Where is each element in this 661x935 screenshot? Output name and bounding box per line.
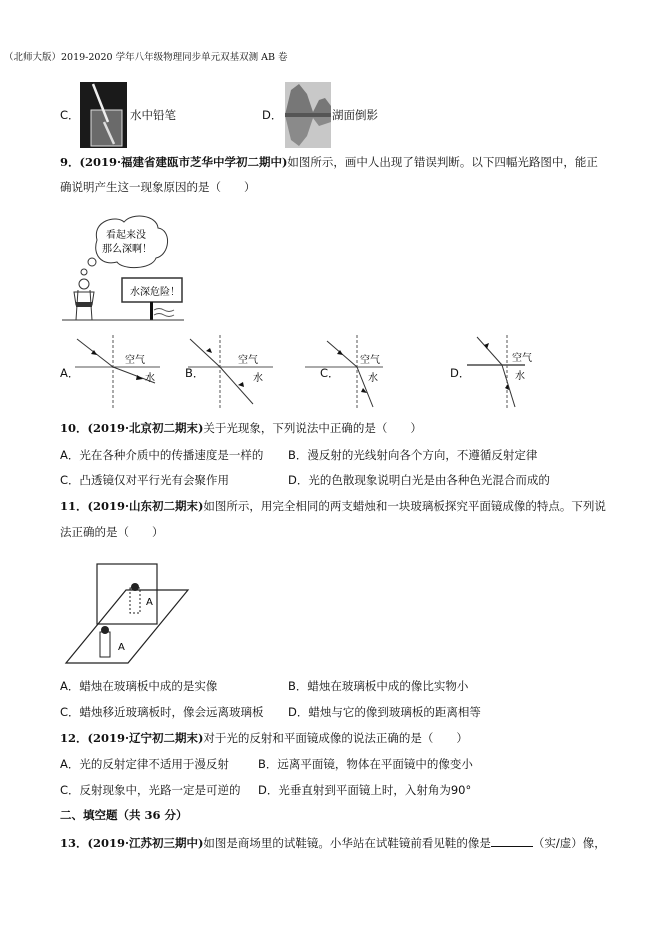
light-diagram-a [75, 335, 155, 410]
light-diagram-c [305, 335, 385, 410]
q11-text-cont: 法正确的是（ ） [60, 525, 164, 539]
bubble-text-1: 看起来没 [106, 230, 146, 241]
air-label: 空气 [125, 355, 145, 366]
option-c-caption: 水中铅笔 [130, 108, 176, 122]
q12-option-a: A．光的反射定律不适用于漫反射 [60, 757, 229, 771]
air-label: 空气 [512, 353, 532, 364]
q9-text-cont: 确说明产生这一现象原因的是（ ） [60, 180, 256, 194]
q10-source: 10．(2019·北京初二期末) [60, 421, 204, 435]
water-label: 水 [145, 373, 155, 384]
image-candle-label: A [146, 597, 153, 608]
option-d-caption: 湖面倒影 [332, 108, 378, 122]
q13-source: 13．(2019·江苏初三期中) [60, 836, 204, 850]
q13-text-after: （实/虚）像， [532, 836, 606, 850]
question-11 [60, 499, 606, 513]
water-label: 水 [368, 373, 378, 384]
option-d-label: D． [262, 108, 283, 122]
q11-option-c: C．蜡烛移近玻璃板时，像会远离玻璃板 [60, 705, 264, 719]
question-9 [60, 155, 598, 169]
candle-label: A [118, 642, 125, 653]
question-10 [60, 421, 422, 435]
q12-source: 12．(2019·辽宁初二期末) [60, 731, 204, 745]
light-diagram-d [447, 335, 532, 410]
q11-option-a: A．蜡烛在玻璃板中成的是实像 [60, 679, 218, 693]
bubble-text-2: 那么深啊！ [102, 244, 152, 255]
air-label: 空气 [238, 355, 258, 366]
diagram-d-label: D． [450, 366, 471, 380]
q10-text: 关于光现象，下列说法中正确的是（ ） [203, 421, 422, 435]
q9-source: 9．(2019·福建省建瓯市芝华中学初二期中) [60, 155, 288, 169]
option-c-label: C． [60, 108, 80, 122]
q13-answer-blank[interactable] [491, 836, 533, 847]
diagram-c-label: C． [320, 366, 340, 380]
q11-source: 11．(2019·山东初二期末) [60, 499, 204, 513]
q10-option-b: B．漫反射的光线射向各个方向，不遵循反射定律 [288, 448, 538, 462]
q12-option-c: C．反射现象中，光路一定是可逆的 [60, 783, 241, 797]
light-diagram-b [188, 335, 278, 410]
section-2-heading: 二、填空题（共 36 分） [60, 808, 188, 822]
air-label: 空气 [360, 355, 380, 366]
diagram-b-label: B． [185, 366, 205, 380]
lake-reflection-photo [285, 82, 331, 148]
q12-option-b: B．远离平面镜，物体在平面镜中的像变小 [258, 757, 473, 771]
q13-text: 如图是商场里的试鞋镜。小华站在试鞋镜前看见鞋的像是 [203, 836, 491, 850]
question-12 [60, 731, 468, 745]
pencil-in-water-photo [80, 82, 127, 148]
cartoon-illustration [62, 210, 184, 322]
water-label: 水 [515, 371, 525, 382]
plane-mirror-figure [60, 550, 200, 665]
q12-option-d: D．光垂直射到平面镜上时，入射角为90° [258, 783, 472, 797]
water-label: 水 [253, 373, 263, 384]
q10-option-c: C．凸透镜仅对平行光有会聚作用 [60, 473, 230, 487]
q10-option-d: D．光的色散现象说明白光是由各种色光混合而成的 [288, 473, 550, 487]
question-13 [60, 836, 606, 850]
diagram-a-label: A． [60, 366, 80, 380]
q9-text: 如图所示，画中人出现了错误判断。以下四幅光路图中，能正 [287, 155, 598, 169]
q12-text: 对于光的反射和平面镜成像的说法正确的是（ ） [203, 731, 468, 745]
q10-option-a: A．光在各种介质中的传播速度是一样的 [60, 448, 264, 462]
sign-text: 水深危险！ [130, 287, 180, 298]
q11-option-b: B．蜡烛在玻璃板中成的像比实物小 [288, 679, 469, 693]
q11-option-d: D．蜡烛与它的像到玻璃板的距离相等 [288, 705, 481, 719]
page-header: （北师大版）2019-2020 学年八年级物理同步单元双基双测 AB 卷 [4, 52, 288, 63]
q11-text: 如图所示，用完全相同的两支蜡烛和一块玻璃板探究平面镜成像的特点。下列说 [203, 499, 606, 513]
